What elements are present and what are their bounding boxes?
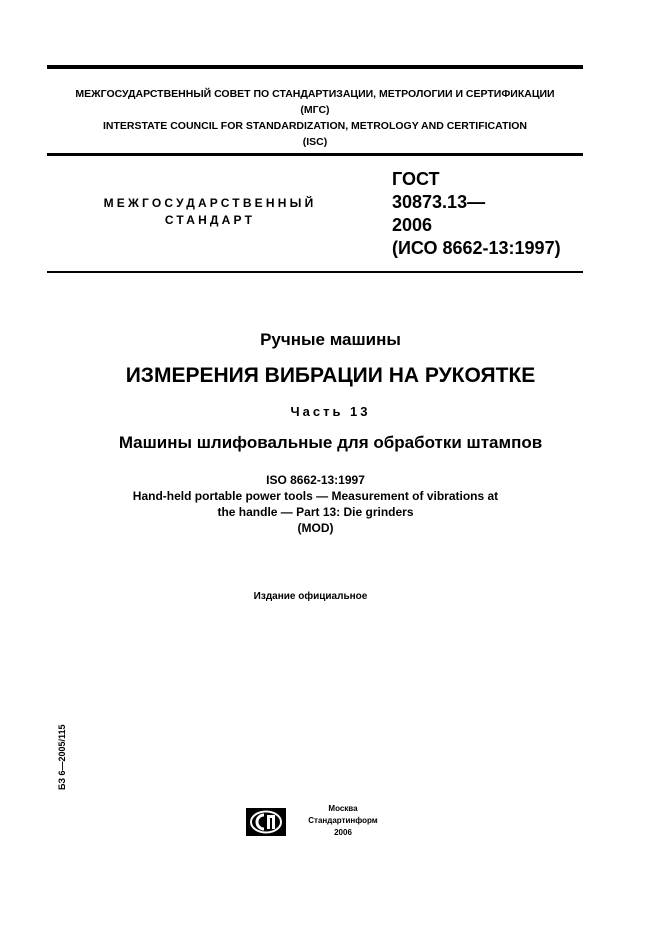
iso-modifier: (MOD) [297, 521, 334, 535]
standartinform-logo-icon [246, 808, 286, 836]
designation-prefix: ГОСТ [392, 169, 440, 189]
council-name-ru: МЕЖГОСУДАРСТВЕННЫЙ СОВЕТ ПО СТАНДАРТИЗАЦИИ, МЕТРОЛОГИИ И СЕРТИФИКАЦИИ [75, 88, 555, 100]
publisher-city: Москва [328, 804, 358, 813]
standard-type-line2: СТАНДАРТ [164, 213, 256, 227]
standard-designation [392, 168, 561, 260]
council-abbr-ru: (МГС) [300, 104, 330, 116]
designation-number: 30873.13— [392, 192, 486, 212]
iso-reference [0, 472, 631, 536]
iso-title-line1: Hand-held portable power tools — Measurement of vibrations at [132, 489, 499, 503]
standard-type-line1: МЕЖГОСУДАРСТВЕННЫЙ [103, 196, 317, 210]
publisher-year: 2006 [334, 828, 352, 837]
side-code: БЗ 6—2005/115 [57, 724, 67, 790]
lower-rule [47, 271, 583, 273]
title-main: ИЗМЕРЕНИЯ ВИБРАЦИИ НА РУКОЯТКЕ [125, 364, 536, 387]
designation-year: 2006 [392, 215, 433, 235]
top-rule [47, 65, 583, 69]
title-subtitle: Машины шлифовальные для обработки штампов [118, 433, 543, 452]
standard-type [60, 195, 360, 229]
council-header [47, 86, 583, 150]
iso-number: ISO 8662-13:1997 [266, 473, 365, 487]
council-name-en: INTERSTATE COUNCIL FOR STANDARDIZATION, METROLOGY AND CERTIFICATION [102, 120, 528, 132]
publisher-info [298, 803, 388, 839]
title-part: Часть 13 [290, 404, 371, 419]
publisher-name: Стандартинформ [308, 816, 378, 825]
edition-label: Издание официальное [253, 591, 368, 602]
designation-iso-ref: (ИСО 8662-13:1997) [392, 238, 561, 258]
title-group: Ручные машины [260, 330, 401, 349]
iso-title-line2: the handle — Part 13: Die grinders [217, 505, 414, 519]
council-abbr-en: (ISC) [302, 136, 328, 148]
middle-rule [47, 153, 583, 156]
